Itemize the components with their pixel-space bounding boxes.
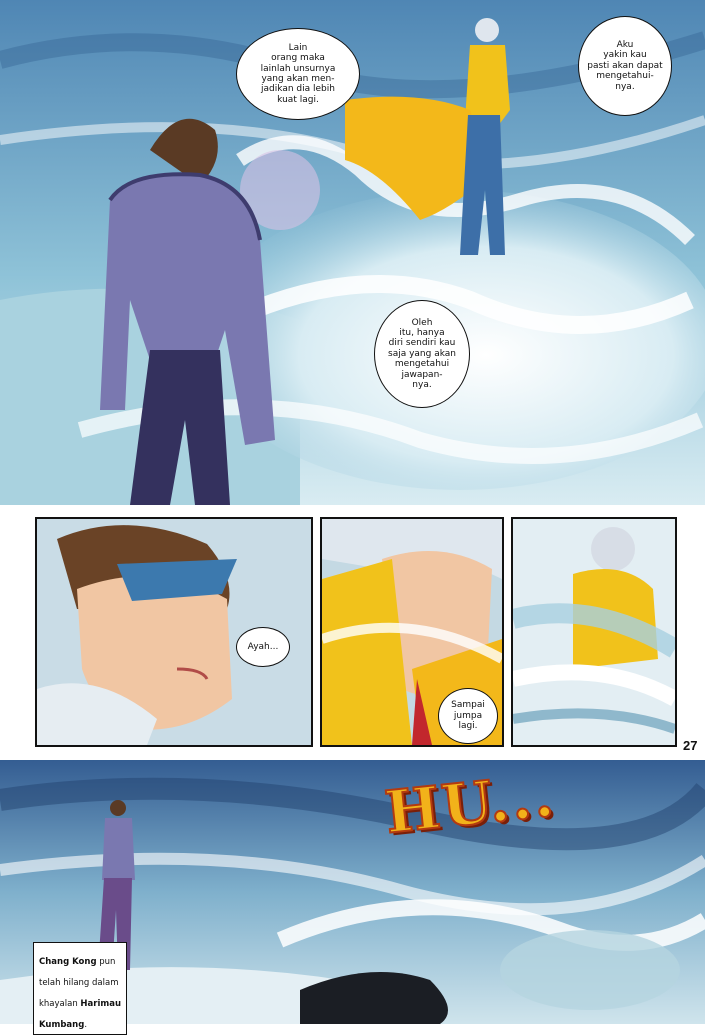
middle-right-art — [513, 519, 675, 745]
caption-line3-pre: khayalan — [39, 999, 81, 1010]
middle-right-panel — [511, 517, 677, 747]
top-bubble-aku-yakin: Aku yakin kau pasti akan dapat mengetahui- nya. — [578, 16, 672, 116]
middle-center-bubble-sampai-jumpa: Sampai jumpa lagi. — [438, 688, 498, 744]
caption-name-harimau: Harimau — [80, 999, 122, 1010]
middle-left-bubble-ayah: Ayah... — [236, 627, 290, 667]
page-number: 27 — [683, 738, 698, 753]
caption-line4-rest: . — [84, 1020, 88, 1031]
caption-name-kumbang: Kumbang — [39, 1020, 85, 1031]
sound-effect-hu: HU... — [381, 761, 559, 847]
caption-line1-rest: pun — [96, 956, 116, 967]
caption-name-chang-kong: Chang Kong — [39, 956, 97, 967]
top-bubble-oleh-itu: Oleh itu, hanya diri sendiri kau saja yang akan mengetahui jawapan- nya. — [374, 300, 470, 408]
top-bubble-lain-orang: Lain orang maka lainlah unsurnya yang akan men- jadikan dia lebih kuat lagi. — [236, 28, 360, 120]
caption-line2: telah hilang dalam — [39, 977, 119, 988]
narration-caption — [33, 942, 127, 1035]
